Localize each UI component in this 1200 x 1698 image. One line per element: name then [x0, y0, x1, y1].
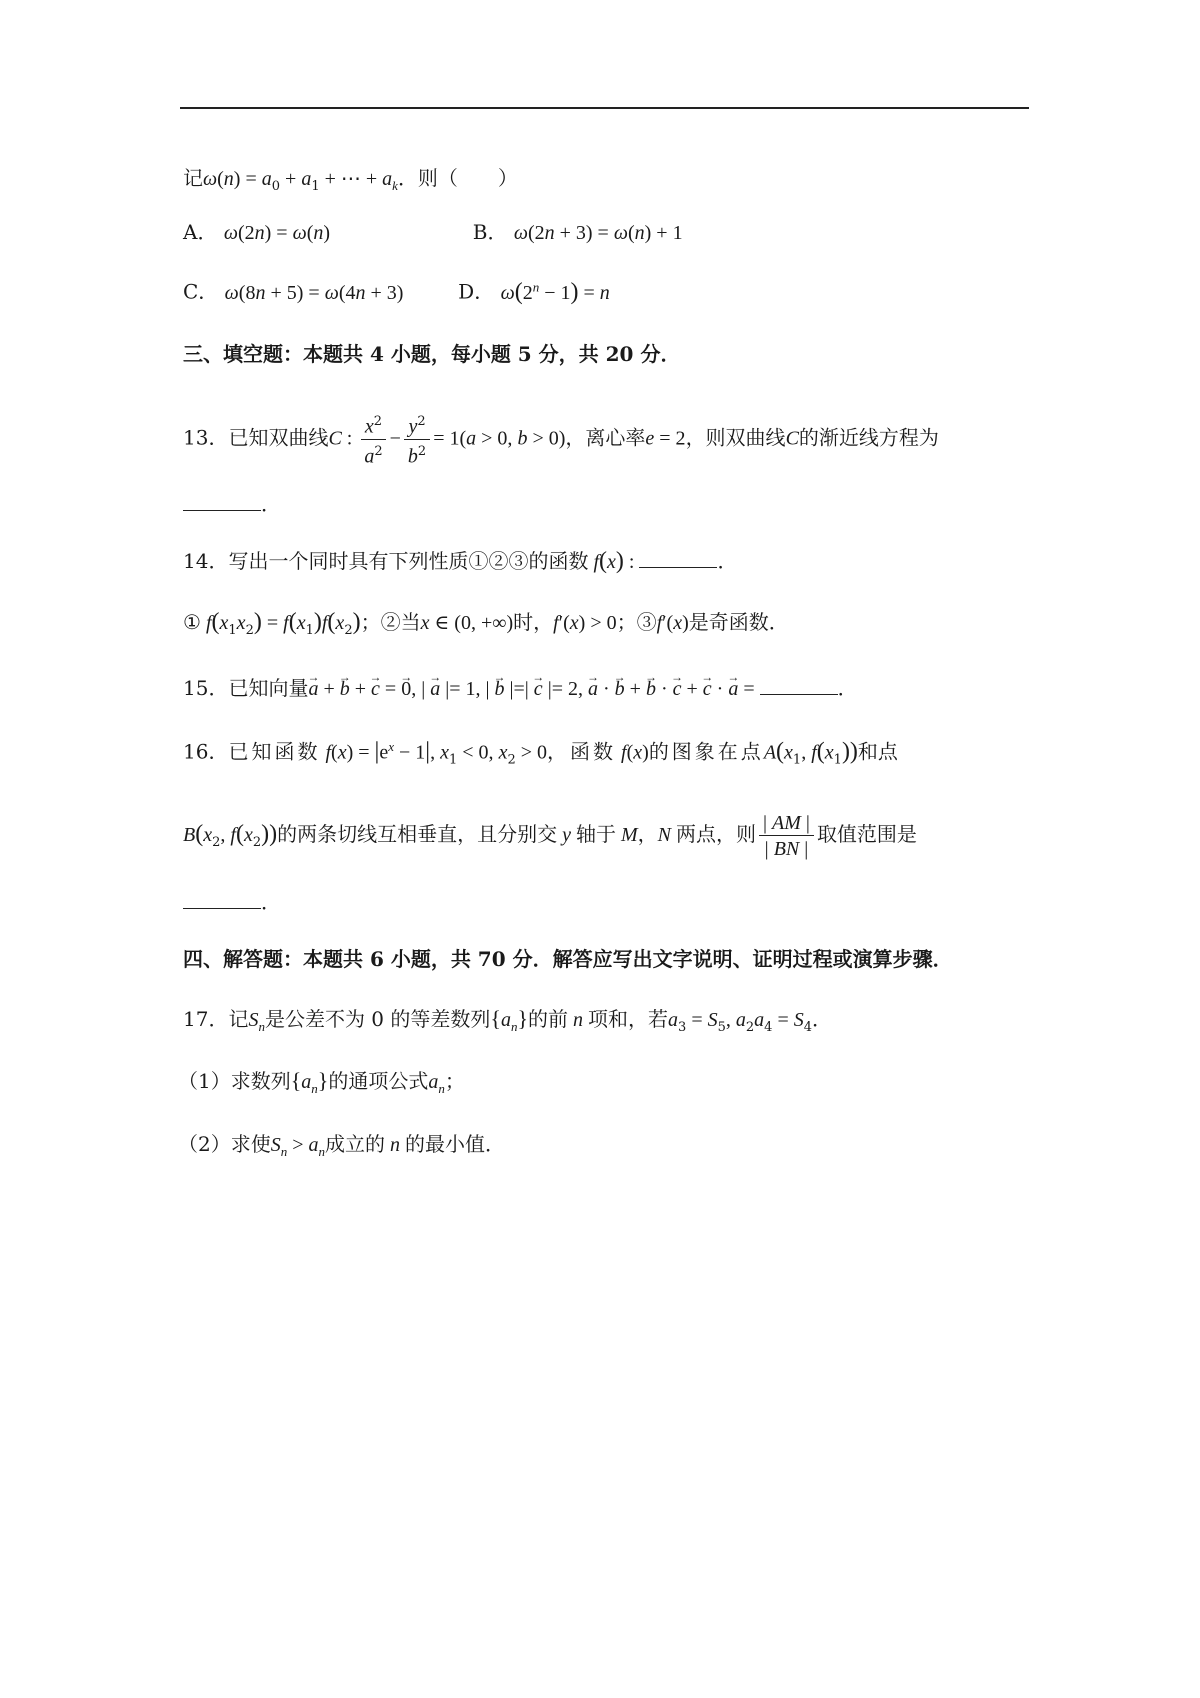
q12-stem-suffix: ．则（ ） — [397, 166, 518, 190]
q13-mid: ，离心率 — [565, 425, 646, 450]
q17-part1-b: 的通项公式 — [328, 1069, 429, 1093]
q15-end: ． — [837, 676, 858, 700]
option-a-label: A． — [183, 220, 218, 244]
q17-part1-end: ； — [444, 1069, 465, 1093]
option-c-formula: ω(8n + 5) = ω(4n + 3) — [224, 281, 404, 304]
q14-number: 14． — [183, 549, 229, 573]
q14-p3b: 是奇函数． — [688, 610, 789, 634]
q17-text2: 是公差不为 0 的等差数列 — [264, 1007, 491, 1031]
q16-text5: 的两条切线互相垂直，且分别交 — [277, 822, 558, 846]
q13-number: 13． — [183, 425, 229, 450]
option-d-formula: $\omega(2^n - 1) = n$ — [500, 278, 610, 305]
q15-answer-blank[interactable] — [760, 674, 838, 695]
q17-text1: 记 — [228, 1007, 249, 1031]
q16-text4: 和点 — [857, 739, 898, 764]
q16-text3: 的图象在点 — [648, 739, 764, 764]
q14-p2b: 时， — [513, 610, 554, 634]
q14-answer-blank[interactable] — [639, 547, 717, 568]
q17-end: ． — [812, 1007, 832, 1031]
q15-text: 已知向量 — [228, 676, 309, 700]
option-b-label: B． — [472, 220, 508, 244]
q13-lead: 已知双曲线 — [228, 425, 329, 450]
q14-properties: ① $f(x_1x_2) = f(x_1)f(x_2)$；②当x ∈ (0, +∞)时，f′(x) > 0；③f′(x)是奇函数． — [183, 609, 789, 638]
option-b-formula: ω(2n + 3) = ω(n) + 1 — [513, 222, 683, 244]
q15-number: 15． — [183, 676, 229, 700]
header-rule — [180, 107, 1029, 109]
question-13: 13．已知双曲线C : $\frac{x^2}{a^2}$ − $\frac{y^2}{b^2}$ = 1(a > 0, b > 0)，离心率e = 2，则双曲线C的渐近线方程为 — [183, 410, 939, 468]
option-d-label: D． — [458, 279, 495, 304]
q13-fraction-y: $\frac{y^2}{b^2}$ — [404, 410, 430, 468]
q17-part2-b: 成立的 — [325, 1132, 386, 1156]
q16-answer-blank[interactable] — [183, 888, 261, 909]
q17-part2-a: （2）求使 — [178, 1132, 271, 1156]
q17-part1-a: （1）求数列 — [178, 1069, 291, 1093]
q16-text7: 两点，则 — [676, 822, 757, 846]
q17-part-1: （1）求数列$\{a_n\}$的通项公式$a_n$； — [178, 1068, 465, 1096]
q16-ratio: $\frac{| AM |}{| BN |}$ — [759, 810, 814, 861]
q16-number: 16． — [183, 739, 229, 764]
section-4-heading: 四、解答题：本题共 6 小题，共 70 分．解答应写出文字说明、证明过程或演算步骤． — [183, 947, 953, 971]
q13-answer-blank[interactable] — [183, 490, 261, 511]
question-15: 15．已知向量→ a + → b + → c = → 0, | → a |= 1, | → b |=| → c |= 2, → a · → b + → b · → c + → c · → a = ． — [183, 674, 858, 703]
section-3-heading: 三、填空题：本题共 4 小题，每小题 5 分，共 20 分． — [183, 342, 681, 366]
q14-text: 写出一个同时具有下列性质①②③的函数 — [228, 549, 589, 573]
q13-tail2: 的渐近线方程为 — [798, 425, 939, 450]
q13-answer-line — [183, 490, 281, 518]
q16-answer-line — [183, 888, 281, 916]
q14-end: ． — [717, 549, 738, 573]
q17-part2-c: 的最小值． — [405, 1132, 506, 1156]
q16-continued: $B(x_2$, $f(x_2)$)的两条切线互相垂直，且分别交 y 轴于 M，N 两点，则 $\frac{| AM |}{| BN |}$ 取值范围是 — [183, 812, 917, 860]
q17-text4: 项和，若 — [588, 1007, 669, 1031]
q16-text1: 已知函数 — [228, 739, 321, 764]
q13-end: ． — [261, 492, 281, 516]
q13-tail: ，则双曲线 — [685, 425, 786, 450]
question-16: 16．已知函数 $f(x) = |e^x - 1|$, $x_1 < 0$, $x_2 > 0$，函数 f(x)的图象在点$A(x_1$, $f(x_1)$)和点 — [183, 738, 898, 768]
q13-fraction-x: $\frac{x^2}{a^2}$ — [360, 410, 386, 468]
q17-text3: 的前 — [528, 1007, 569, 1031]
option-a-formula: ω(2n) = ω(n) — [223, 222, 331, 244]
q14-p2: ；②当 — [360, 610, 421, 634]
question-17: 17．记$S_n$是公差不为 0 的等差数列$\{a_n\}$的前 n 项和，若$a_3 = S_5$, $a_2a_4 = S_4$． — [183, 1006, 832, 1035]
q16-text2: ，函数 — [547, 739, 617, 764]
q14-p1-marker: ① — [183, 610, 201, 634]
q17-number: 17． — [183, 1007, 229, 1031]
q14-p3: ；③ — [616, 610, 657, 634]
q16-text6: 轴于 — [576, 822, 616, 846]
q12-stem: 记$\omega(n) = a_0 + a_1$ + ⋯ + $a_k$．则（ ） — [183, 166, 518, 194]
q12-options-ab — [183, 218, 683, 247]
question-14: 14．写出一个同时具有下列性质①②③的函数 f(x) : ． — [183, 548, 738, 574]
option-c-label: C． — [183, 279, 219, 304]
q12-options-cd — [183, 273, 610, 307]
q16-text8: 取值范围是 — [816, 822, 917, 846]
q17-part-2: （2）求使$S_n > a_n$成立的 n 的最小值． — [178, 1132, 506, 1159]
q16-end: ． — [261, 890, 281, 914]
q12-stem-prefix: 记 — [183, 166, 203, 190]
